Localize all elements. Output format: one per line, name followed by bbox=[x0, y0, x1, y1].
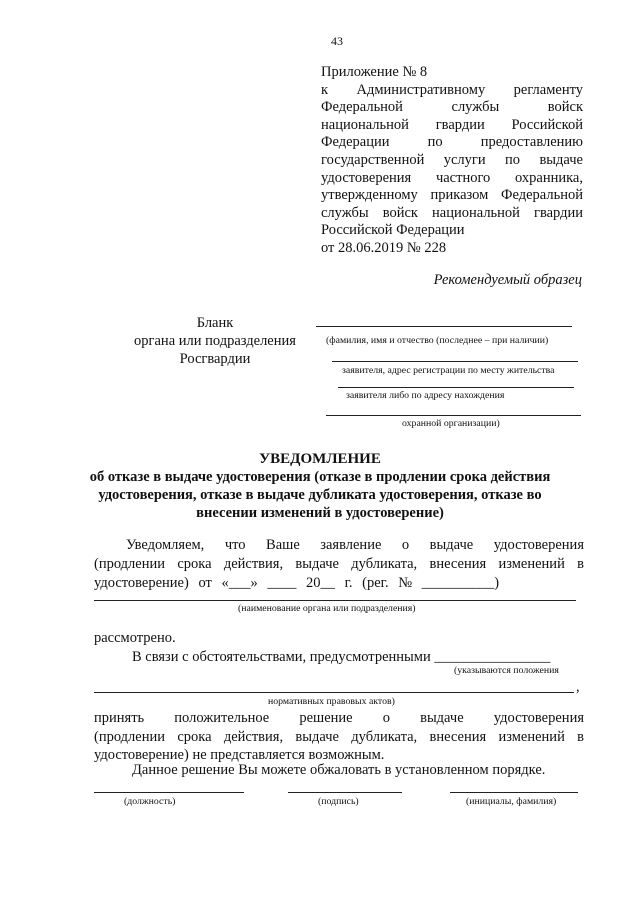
recipient-line-2[interactable] bbox=[332, 361, 578, 362]
recipient-caption-3: заявителя либо по адресу нахождения bbox=[346, 390, 505, 401]
document-title: УВЕДОМЛЕНИЕ bbox=[259, 451, 381, 467]
authority-name-line[interactable] bbox=[94, 600, 576, 601]
sample-label: Рекомендуемый образец bbox=[433, 272, 582, 288]
appendix-line: службы войск национальной гвардии bbox=[321, 204, 583, 221]
appendix-line: государственной услуги по выдаче bbox=[321, 151, 583, 168]
initials-line[interactable] bbox=[450, 792, 578, 793]
appendix-line: Федеральной службы войск bbox=[321, 99, 583, 116]
body-text-line: (продлении срока действия, выдаче дубликата, внесения изменений в bbox=[94, 556, 584, 572]
body-text-line: удостоверение) от «___» ____ 20__ г. (рег. № __________) bbox=[94, 575, 500, 591]
body-text-line: рассмотрено. bbox=[94, 630, 176, 646]
authority-name-caption: (наименование органа или подразделения) bbox=[238, 603, 416, 614]
body-text-line: В связи с обстоятельствами, предусмотренными ________________ bbox=[132, 649, 551, 665]
body-text-comma: , bbox=[576, 679, 580, 695]
appendix-line: от 28.06.2019 № 228 bbox=[321, 239, 447, 256]
appendix-line: утвержденному приказом Федеральной bbox=[321, 187, 583, 204]
initials-caption: (инициалы, фамилия) bbox=[466, 796, 557, 807]
letterhead-block bbox=[110, 314, 320, 368]
document-subtitle-line: внесении изменений в удостоверение) bbox=[196, 505, 444, 521]
body-text-line: удостоверение) не представляется возможным. bbox=[94, 747, 385, 763]
document-subtitle-line: удостоверения, отказе в выдаче дубликата удостоверения, отказе во bbox=[98, 487, 542, 503]
signature-line[interactable] bbox=[288, 792, 402, 793]
appendix-line: национальной гвардии Российской bbox=[321, 116, 583, 133]
appendix-line: Российской Федерации bbox=[321, 222, 465, 239]
appendix-block bbox=[321, 64, 583, 258]
legal-basis-caption: (указываются положения bbox=[454, 665, 559, 676]
recipient-caption-2: заявителя, адрес регистрации по месту жительства bbox=[342, 365, 555, 376]
body-text-line: (продлении срока действия, выдаче дубликата, внесения изменений в bbox=[94, 729, 584, 745]
body-text-line: Уведомляем, что Ваше заявление о выдаче удостоверения bbox=[126, 537, 584, 553]
recipient-caption-4: охранной организации) bbox=[402, 418, 500, 429]
signature-caption: (подпись) bbox=[318, 796, 359, 807]
appendix-line: Приложение № 8 bbox=[321, 64, 428, 80]
letterhead-line: Росгвардии bbox=[179, 351, 251, 367]
recipient-line-1[interactable] bbox=[316, 326, 572, 327]
recipient-line-3[interactable] bbox=[338, 387, 574, 388]
letterhead-line: Бланк bbox=[196, 315, 234, 331]
legal-acts-caption: нормативных правовых актов) bbox=[268, 696, 395, 707]
recipient-line-4[interactable] bbox=[326, 415, 581, 416]
recipient-caption-1: (фамилия, имя и отчество (последнее – при наличии) bbox=[326, 335, 549, 346]
document-subtitle-line: об отказе в выдаче удостоверения (отказе в продлении срока действия bbox=[89, 469, 551, 485]
legal-basis-line[interactable] bbox=[94, 692, 574, 693]
appendix-line: к Административному регламенту bbox=[321, 81, 583, 98]
appendix-line: удостоверения частного охранника, bbox=[321, 169, 583, 186]
page-number: 43 bbox=[331, 34, 343, 48]
body-text-line: Данное решение Вы можете обжаловать в установленном порядке. bbox=[132, 762, 546, 778]
letterhead-line: органа или подразделения bbox=[134, 333, 296, 349]
body-text-line: принять положительное решение о выдаче удостоверения bbox=[94, 710, 584, 726]
appendix-line: Федерации по предоставлению bbox=[321, 134, 583, 151]
position-caption: (должность) bbox=[124, 796, 176, 807]
position-line[interactable] bbox=[94, 792, 244, 793]
